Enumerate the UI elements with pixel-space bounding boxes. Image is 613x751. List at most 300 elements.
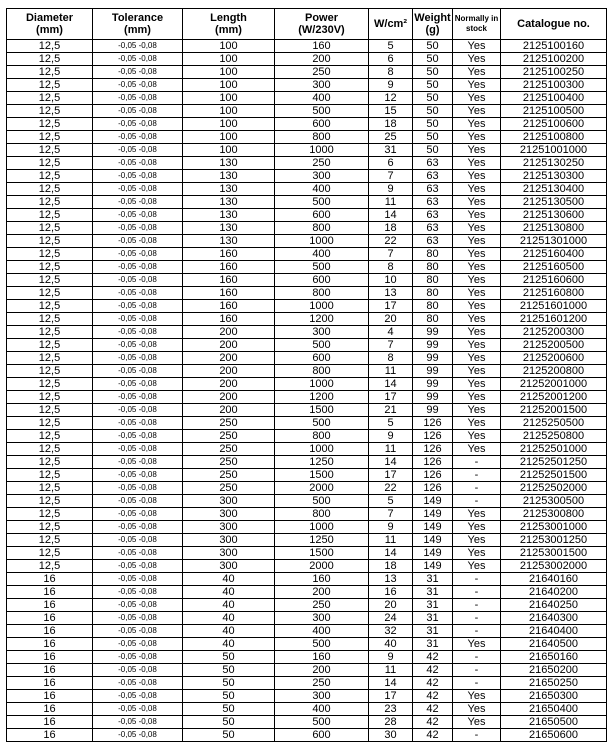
length-cell: 100 <box>183 40 275 53</box>
power-cell: 160 <box>275 40 369 53</box>
watt-density-cell: 24 <box>369 612 413 625</box>
tolerance-cell: -0,05 -0,08 <box>93 391 183 404</box>
tolerance-cell: -0,05 -0,08 <box>93 521 183 534</box>
power-cell: 1250 <box>275 534 369 547</box>
tolerance-cell: -0,05 -0,08 <box>93 404 183 417</box>
power-cell: 600 <box>275 352 369 365</box>
diameter-cell: 16 <box>7 690 93 703</box>
in-stock-cell: - <box>453 482 501 495</box>
catalogue-no-cell: 2125250800 <box>501 430 607 443</box>
in-stock-cell: Yes <box>453 560 501 573</box>
watt-density-cell: 7 <box>369 248 413 261</box>
diameter-cell: 12,5 <box>7 118 93 131</box>
tolerance-cell: -0,05 -0,08 <box>93 651 183 664</box>
length-cell: 200 <box>183 352 275 365</box>
diameter-cell: 12,5 <box>7 378 93 391</box>
length-cell: 160 <box>183 248 275 261</box>
catalogue-no-cell: 2125130500 <box>501 196 607 209</box>
weight-cell: 149 <box>413 560 453 573</box>
weight-cell: 42 <box>413 651 453 664</box>
tolerance-cell: -0,05 -0,08 <box>93 443 183 456</box>
table-row <box>7 196 607 209</box>
in-stock-cell: Yes <box>453 365 501 378</box>
power-cell: 200 <box>275 586 369 599</box>
weight-cell: 126 <box>413 469 453 482</box>
watt-density-cell: 4 <box>369 326 413 339</box>
power-cell: 160 <box>275 651 369 664</box>
catalogue-no-cell: 21640200 <box>501 586 607 599</box>
table-row <box>7 599 607 612</box>
weight-cell: 63 <box>413 157 453 170</box>
in-stock-cell: Yes <box>453 183 501 196</box>
tolerance-cell: -0,05 -0,08 <box>93 235 183 248</box>
diameter-cell: 12,5 <box>7 196 93 209</box>
watt-density-cell: 5 <box>369 40 413 53</box>
catalogue-no-cell: 2125130300 <box>501 170 607 183</box>
weight-cell: 80 <box>413 261 453 274</box>
tolerance-cell: -0,05 -0,08 <box>93 300 183 313</box>
in-stock-cell: Yes <box>453 131 501 144</box>
diameter-cell: 12,5 <box>7 79 93 92</box>
catalogue-no-cell: 21253001250 <box>501 534 607 547</box>
tolerance-cell: -0,05 -0,08 <box>93 326 183 339</box>
weight-cell: 99 <box>413 391 453 404</box>
table-row <box>7 79 607 92</box>
length-cell: 100 <box>183 66 275 79</box>
power-cell: 1000 <box>275 521 369 534</box>
power-cell: 600 <box>275 729 369 742</box>
power-cell: 400 <box>275 703 369 716</box>
watt-density-cell: 20 <box>369 313 413 326</box>
in-stock-cell: Yes <box>453 443 501 456</box>
diameter-cell: 12,5 <box>7 404 93 417</box>
table-row <box>7 573 607 586</box>
length-cell: 160 <box>183 313 275 326</box>
length-cell: 50 <box>183 716 275 729</box>
diameter-cell: 12,5 <box>7 300 93 313</box>
table-row <box>7 300 607 313</box>
catalogue-no-cell: 21252001000 <box>501 378 607 391</box>
power-cell: 800 <box>275 131 369 144</box>
length-cell: 130 <box>183 183 275 196</box>
watt-density-cell: 9 <box>369 183 413 196</box>
length-cell: 160 <box>183 261 275 274</box>
watt-density-cell: 14 <box>369 547 413 560</box>
power-cell: 1000 <box>275 235 369 248</box>
watt-density-cell: 9 <box>369 651 413 664</box>
header-tolerance: Tolerance (mm) <box>93 9 183 40</box>
tolerance-cell: -0,05 -0,08 <box>93 703 183 716</box>
table-row <box>7 495 607 508</box>
diameter-cell: 16 <box>7 716 93 729</box>
power-cell: 1500 <box>275 404 369 417</box>
length-cell: 40 <box>183 612 275 625</box>
length-cell: 40 <box>183 586 275 599</box>
diameter-cell: 12,5 <box>7 430 93 443</box>
power-cell: 500 <box>275 417 369 430</box>
table-row <box>7 443 607 456</box>
diameter-cell: 12,5 <box>7 417 93 430</box>
power-cell: 300 <box>275 170 369 183</box>
catalogue-no-cell: 21640400 <box>501 625 607 638</box>
table-row <box>7 677 607 690</box>
power-cell: 250 <box>275 66 369 79</box>
table-row <box>7 482 607 495</box>
weight-cell: 42 <box>413 677 453 690</box>
length-cell: 50 <box>183 664 275 677</box>
watt-density-cell: 17 <box>369 300 413 313</box>
power-cell: 800 <box>275 508 369 521</box>
catalogue-no-cell: 2125130800 <box>501 222 607 235</box>
length-cell: 250 <box>183 430 275 443</box>
length-cell: 50 <box>183 677 275 690</box>
power-cell: 800 <box>275 222 369 235</box>
diameter-cell: 12,5 <box>7 352 93 365</box>
table-row <box>7 313 607 326</box>
watt-density-cell: 7 <box>369 170 413 183</box>
catalogue-no-cell: 2125200300 <box>501 326 607 339</box>
watt-density-cell: 25 <box>369 131 413 144</box>
catalogue-no-cell: 21640300 <box>501 612 607 625</box>
power-cell: 500 <box>275 105 369 118</box>
catalogue-no-cell: 21252001500 <box>501 404 607 417</box>
in-stock-cell: Yes <box>453 521 501 534</box>
length-cell: 300 <box>183 521 275 534</box>
length-cell: 130 <box>183 235 275 248</box>
diameter-cell: 12,5 <box>7 547 93 560</box>
diameter-cell: 12,5 <box>7 391 93 404</box>
power-cell: 2000 <box>275 482 369 495</box>
power-cell: 800 <box>275 430 369 443</box>
in-stock-cell: - <box>453 664 501 677</box>
length-cell: 130 <box>183 170 275 183</box>
diameter-cell: 12,5 <box>7 92 93 105</box>
tolerance-cell: -0,05 -0,08 <box>93 560 183 573</box>
diameter-cell: 16 <box>7 638 93 651</box>
in-stock-cell: - <box>453 586 501 599</box>
power-cell: 400 <box>275 248 369 261</box>
weight-cell: 149 <box>413 534 453 547</box>
power-cell: 400 <box>275 625 369 638</box>
in-stock-cell: - <box>453 495 501 508</box>
length-cell: 200 <box>183 378 275 391</box>
length-cell: 100 <box>183 144 275 157</box>
watt-density-cell: 14 <box>369 209 413 222</box>
weight-cell: 149 <box>413 495 453 508</box>
length-cell: 300 <box>183 508 275 521</box>
weight-cell: 149 <box>413 521 453 534</box>
watt-density-cell: 11 <box>369 365 413 378</box>
weight-cell: 80 <box>413 274 453 287</box>
in-stock-cell: Yes <box>453 274 501 287</box>
watt-density-cell: 11 <box>369 534 413 547</box>
diameter-cell: 12,5 <box>7 170 93 183</box>
table-row <box>7 274 607 287</box>
catalogue-no-cell: 21251601200 <box>501 313 607 326</box>
table-row <box>7 118 607 131</box>
in-stock-cell: Yes <box>453 248 501 261</box>
tolerance-cell: -0,05 -0,08 <box>93 534 183 547</box>
weight-cell: 63 <box>413 222 453 235</box>
tolerance-cell: -0,05 -0,08 <box>93 625 183 638</box>
tolerance-cell: -0,05 -0,08 <box>93 66 183 79</box>
catalogue-no-cell: 21252501250 <box>501 456 607 469</box>
tolerance-cell: -0,05 -0,08 <box>93 664 183 677</box>
length-cell: 300 <box>183 560 275 573</box>
table-row <box>7 638 607 651</box>
header-diameter: Diameter (mm) <box>7 9 93 40</box>
tolerance-cell: -0,05 -0,08 <box>93 417 183 430</box>
weight-cell: 99 <box>413 326 453 339</box>
length-cell: 50 <box>183 729 275 742</box>
catalogue-no-cell: 2125130400 <box>501 183 607 196</box>
diameter-cell: 16 <box>7 625 93 638</box>
watt-density-cell: 14 <box>369 677 413 690</box>
length-cell: 40 <box>183 573 275 586</box>
in-stock-cell: Yes <box>453 313 501 326</box>
watt-density-cell: 30 <box>369 729 413 742</box>
power-cell: 1500 <box>275 547 369 560</box>
watt-density-cell: 17 <box>369 391 413 404</box>
header-length: Length (mm) <box>183 9 275 40</box>
diameter-cell: 12,5 <box>7 482 93 495</box>
tolerance-cell: -0,05 -0,08 <box>93 729 183 742</box>
table-row <box>7 157 607 170</box>
catalogue-no-cell: 2125160800 <box>501 287 607 300</box>
table-row <box>7 729 607 742</box>
header-power: Power (W/230V) <box>275 9 369 40</box>
diameter-cell: 12,5 <box>7 66 93 79</box>
tolerance-cell: -0,05 -0,08 <box>93 274 183 287</box>
diameter-cell: 12,5 <box>7 469 93 482</box>
diameter-cell: 16 <box>7 612 93 625</box>
catalogue-no-cell: 2125250500 <box>501 417 607 430</box>
watt-density-cell: 7 <box>369 339 413 352</box>
weight-cell: 31 <box>413 599 453 612</box>
watt-density-cell: 12 <box>369 92 413 105</box>
power-cell: 200 <box>275 664 369 677</box>
length-cell: 100 <box>183 118 275 131</box>
tolerance-cell: -0,05 -0,08 <box>93 352 183 365</box>
weight-cell: 31 <box>413 573 453 586</box>
table-row <box>7 586 607 599</box>
length-cell: 130 <box>183 157 275 170</box>
length-cell: 100 <box>183 92 275 105</box>
in-stock-cell: Yes <box>453 287 501 300</box>
table-row <box>7 339 607 352</box>
watt-density-cell: 11 <box>369 443 413 456</box>
power-cell: 1000 <box>275 378 369 391</box>
table-row <box>7 404 607 417</box>
watt-density-cell: 22 <box>369 482 413 495</box>
power-cell: 160 <box>275 573 369 586</box>
in-stock-cell: Yes <box>453 300 501 313</box>
weight-cell: 126 <box>413 482 453 495</box>
table-row <box>7 287 607 300</box>
watt-density-cell: 10 <box>369 274 413 287</box>
tolerance-cell: -0,05 -0,08 <box>93 612 183 625</box>
tolerance-cell: -0,05 -0,08 <box>93 430 183 443</box>
catalogue-no-cell: 2125160400 <box>501 248 607 261</box>
power-cell: 800 <box>275 287 369 300</box>
in-stock-cell: Yes <box>453 534 501 547</box>
table-row <box>7 92 607 105</box>
watt-density-cell: 5 <box>369 495 413 508</box>
catalogue-no-cell: 21650160 <box>501 651 607 664</box>
tolerance-cell: -0,05 -0,08 <box>93 495 183 508</box>
in-stock-cell: Yes <box>453 209 501 222</box>
table-row <box>7 560 607 573</box>
table-row <box>7 66 607 79</box>
diameter-cell: 12,5 <box>7 456 93 469</box>
in-stock-cell: - <box>453 651 501 664</box>
diameter-cell: 16 <box>7 677 93 690</box>
in-stock-cell: - <box>453 612 501 625</box>
watt-density-cell: 23 <box>369 703 413 716</box>
catalogue-no-cell: 2125100500 <box>501 105 607 118</box>
tolerance-cell: -0,05 -0,08 <box>93 157 183 170</box>
table-row <box>7 521 607 534</box>
table-row <box>7 417 607 430</box>
weight-cell: 126 <box>413 443 453 456</box>
catalogue-no-cell: 21650500 <box>501 716 607 729</box>
diameter-cell: 12,5 <box>7 339 93 352</box>
length-cell: 300 <box>183 534 275 547</box>
catalogue-no-cell: 21640250 <box>501 599 607 612</box>
table-row <box>7 378 607 391</box>
diameter-cell: 12,5 <box>7 365 93 378</box>
power-cell: 1500 <box>275 469 369 482</box>
watt-density-cell: 7 <box>369 508 413 521</box>
weight-cell: 149 <box>413 547 453 560</box>
watt-density-cell: 22 <box>369 235 413 248</box>
table-row <box>7 222 607 235</box>
table-row <box>7 144 607 157</box>
power-cell: 200 <box>275 53 369 66</box>
catalogue-no-cell: 21650600 <box>501 729 607 742</box>
length-cell: 200 <box>183 404 275 417</box>
in-stock-cell: Yes <box>453 508 501 521</box>
watt-density-cell: 11 <box>369 664 413 677</box>
table-body <box>7 40 607 742</box>
length-cell: 50 <box>183 651 275 664</box>
tolerance-cell: -0,05 -0,08 <box>93 378 183 391</box>
watt-density-cell: 16 <box>369 586 413 599</box>
tolerance-cell: -0,05 -0,08 <box>93 79 183 92</box>
table-row <box>7 612 607 625</box>
tolerance-cell: -0,05 -0,08 <box>93 209 183 222</box>
table-row <box>7 261 607 274</box>
watt-density-cell: 13 <box>369 287 413 300</box>
catalogue-no-cell: 21252502000 <box>501 482 607 495</box>
catalogue-no-cell: 2125100250 <box>501 66 607 79</box>
diameter-cell: 12,5 <box>7 495 93 508</box>
catalogue-no-cell: 21251001000 <box>501 144 607 157</box>
watt-density-cell: 13 <box>369 573 413 586</box>
table-row <box>7 664 607 677</box>
in-stock-cell: Yes <box>453 222 501 235</box>
table-row <box>7 547 607 560</box>
length-cell: 160 <box>183 287 275 300</box>
in-stock-cell: Yes <box>453 79 501 92</box>
power-cell: 1000 <box>275 300 369 313</box>
table-row <box>7 625 607 638</box>
in-stock-cell: Yes <box>453 378 501 391</box>
weight-cell: 50 <box>413 79 453 92</box>
catalogue-no-cell: 21253001500 <box>501 547 607 560</box>
tolerance-cell: -0,05 -0,08 <box>93 599 183 612</box>
tolerance-cell: -0,05 -0,08 <box>93 638 183 651</box>
length-cell: 40 <box>183 638 275 651</box>
tolerance-cell: -0,05 -0,08 <box>93 248 183 261</box>
catalogue-no-cell: 2125100160 <box>501 40 607 53</box>
catalogue-no-cell: 21650400 <box>501 703 607 716</box>
length-cell: 200 <box>183 339 275 352</box>
weight-cell: 126 <box>413 456 453 469</box>
diameter-cell: 16 <box>7 664 93 677</box>
power-cell: 300 <box>275 690 369 703</box>
catalogue-no-cell: 21650250 <box>501 677 607 690</box>
product-spec-sheet <box>6 8 606 742</box>
tolerance-cell: -0,05 -0,08 <box>93 222 183 235</box>
in-stock-cell: Yes <box>453 196 501 209</box>
catalogue-no-cell: 2125130600 <box>501 209 607 222</box>
length-cell: 250 <box>183 482 275 495</box>
in-stock-cell: Yes <box>453 326 501 339</box>
in-stock-cell: Yes <box>453 716 501 729</box>
tolerance-cell: -0,05 -0,08 <box>93 677 183 690</box>
length-cell: 100 <box>183 131 275 144</box>
weight-cell: 50 <box>413 118 453 131</box>
power-cell: 600 <box>275 209 369 222</box>
power-cell: 800 <box>275 365 369 378</box>
tolerance-cell: -0,05 -0,08 <box>93 573 183 586</box>
catalogue-no-cell: 21252501000 <box>501 443 607 456</box>
table-header-row <box>7 9 607 40</box>
tolerance-cell: -0,05 -0,08 <box>93 690 183 703</box>
length-cell: 130 <box>183 209 275 222</box>
length-cell: 50 <box>183 690 275 703</box>
tolerance-cell: -0,05 -0,08 <box>93 170 183 183</box>
table-row <box>7 534 607 547</box>
weight-cell: 63 <box>413 209 453 222</box>
in-stock-cell: Yes <box>453 430 501 443</box>
length-cell: 100 <box>183 105 275 118</box>
tolerance-cell: -0,05 -0,08 <box>93 313 183 326</box>
tolerance-cell: -0,05 -0,08 <box>93 144 183 157</box>
watt-density-cell: 8 <box>369 352 413 365</box>
length-cell: 200 <box>183 326 275 339</box>
header-weight: Weight (g) <box>413 9 453 40</box>
in-stock-cell: Yes <box>453 235 501 248</box>
weight-cell: 99 <box>413 404 453 417</box>
length-cell: 300 <box>183 495 275 508</box>
diameter-cell: 12,5 <box>7 287 93 300</box>
in-stock-cell: - <box>453 625 501 638</box>
length-cell: 130 <box>183 222 275 235</box>
length-cell: 250 <box>183 443 275 456</box>
header-in-stock: Normally in stock <box>453 9 501 40</box>
tolerance-cell: -0,05 -0,08 <box>93 469 183 482</box>
table-row <box>7 235 607 248</box>
weight-cell: 80 <box>413 287 453 300</box>
weight-cell: 80 <box>413 248 453 261</box>
length-cell: 100 <box>183 53 275 66</box>
length-cell: 40 <box>183 599 275 612</box>
catalogue-no-cell: 21251601000 <box>501 300 607 313</box>
diameter-cell: 12,5 <box>7 248 93 261</box>
catalogue-no-cell: 2125200800 <box>501 365 607 378</box>
